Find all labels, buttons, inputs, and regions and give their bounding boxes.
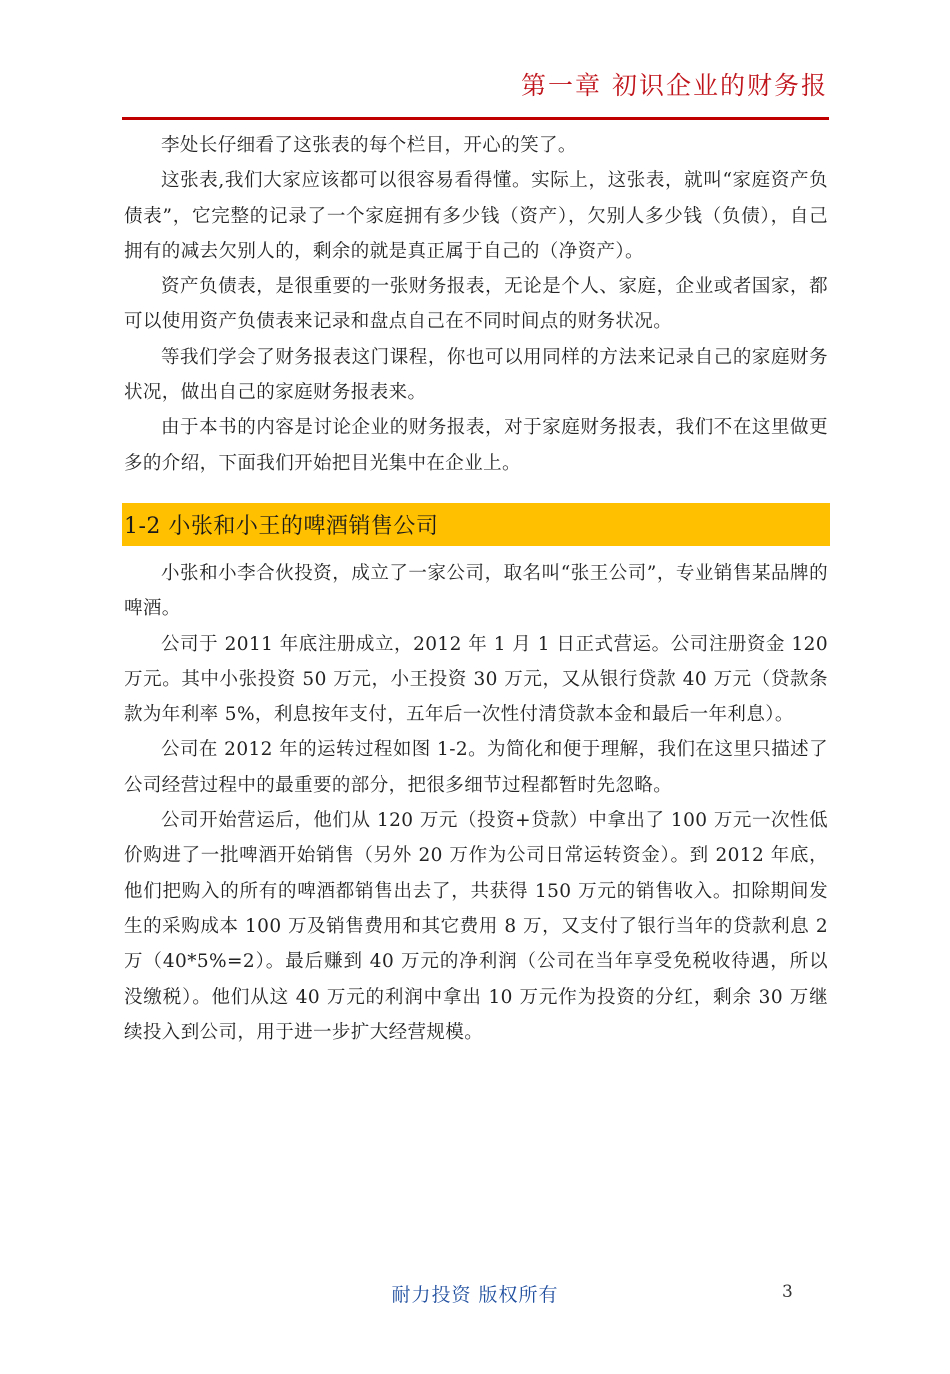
page-number: 3	[782, 1282, 793, 1302]
body-text-bottom	[124, 556, 828, 1050]
header-rule	[122, 117, 829, 120]
paragraph: 资产负债表，是很重要的一张财务报表，无论是个人、家庭，企业或者国家，都可以使用资产负债表来记录和盘点自己在不同时间点的财务状况。	[124, 276, 828, 333]
paragraph: 公司开始营运后，他们从 120 万元（投资+贷款）中拿出了 100 万元一次性低价购进了一批啤酒开始销售（另外 20 万作为公司日常运转资金）。到 2012 年底，他们把购入的所有的啤酒都销售出去了，共获得 150 万元的销售收入。扣除期间发生的采购成本 100 万及销售费用和其它费用 8 万，又支付了银行当年的贷款利息 2 万（40*5%=2）。最后赚到 40 万元的净利润（公司在当年享受免税收待遇，所以没缴税）。他们从这 40 万元的利润中拿出 10 万元作为投资的分红，剩余 30 万继续投入到公司，用于进一步扩大经营规模。	[124, 810, 828, 1043]
paragraph: 小张和小李合伙投资，成立了一家公司，取名叫“张王公司”，专业销售某品牌的啤酒。	[124, 563, 828, 620]
paragraph: 这张表,我们大家应该都可以很容易看得懂。实际上，这张表，就叫“家庭资产负债表”，它完整的记录了一个家庭拥有多少钱（资产），欠别人多少钱（负债），自己拥有的减去欠别人的，剩余的就是真正属于自己的（净资产）。	[124, 170, 828, 262]
paragraph: 公司于 2011 年底注册成立，2012 年 1 月 1 日正式营运。公司注册资金 120 万元。其中小张投资 50 万元，小王投资 30 万元，又从银行贷款 40 万元（贷款条款为年利率 5%，利息按年支付，五年后一次性付清贷款本金和最后一年利息）。	[124, 633, 828, 726]
section-title: 1-2 小张和小王的啤酒销售公司	[124, 514, 439, 539]
chapter-header: 第一章 初识企业的财务报	[521, 71, 828, 100]
paragraph: 由于本书的内容是讨论企业的财务报表，对于家庭财务报表，我们不在这里做更多的介绍，下面我们开始把目光集中在企业上。	[124, 417, 828, 474]
footer-copyright: 耐力投资 版权所有	[391, 1284, 559, 1306]
paragraph: 李处长仔细看了这张表的每个栏目，开心的笑了。	[161, 135, 577, 156]
section-heading-bar	[122, 503, 830, 546]
paragraph: 等我们学会了财务报表这门课程，你也可以用同样的方法来记录自己的家庭财务状况，做出自己的家庭财务报表来。	[124, 346, 828, 404]
paragraph: 公司在 2012 年的运转过程如图 1-2。为简化和便于理解，我们在这里只描述了公司经营过程中的最重要的部分，把很多细节过程都暂时先忽略。	[124, 739, 828, 796]
body-text-top	[124, 128, 828, 481]
